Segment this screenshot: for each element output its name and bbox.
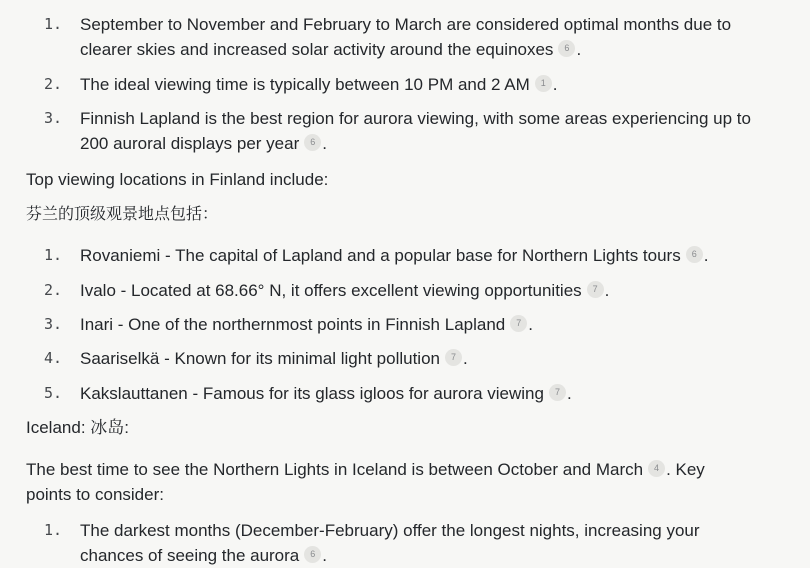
citation-badge[interactable]: 6 bbox=[304, 134, 321, 151]
list-number: 1. bbox=[44, 521, 63, 539]
list-item: 1. The darkest months (December-February) offer the longest nights, increasing your chances of seeing the aurora 6 . bbox=[26, 518, 756, 568]
iceland-heading: Iceland: 冰岛: bbox=[26, 418, 129, 437]
list-item: 3. Finnish Lapland is the best region for aurora viewing, with some areas experiencing up to 200 auroral displays per year 6 . bbox=[26, 106, 756, 156]
iceland-intro-text: The best time to see the Northern Lights in Iceland is between October and March bbox=[26, 460, 644, 479]
list-item-text: Inari - One of the northernmost points in Finnish Lapland bbox=[80, 315, 506, 334]
iceland-intro-text-after: . Key points to consider: bbox=[26, 460, 705, 504]
citation-badge[interactable]: 7 bbox=[445, 349, 462, 366]
citation-badge[interactable]: 7 bbox=[587, 281, 604, 298]
list-number: 1. bbox=[44, 246, 63, 264]
list-item: 1. September to November and February to March are considered optimal months due to clearer skies and increased solar activity around the equinoxes 6 . bbox=[26, 12, 756, 62]
finland-heading-chinese: 芬兰的顶级观景地点包括： bbox=[26, 204, 219, 223]
citation-badge[interactable]: 1 bbox=[535, 75, 552, 92]
list-item: 2. Ivalo - Located at 68.66° N, it offers excellent viewing opportunities 7 . bbox=[26, 278, 810, 303]
list-item-text: Finnish Lapland is the best region for aurora viewing, with some areas experiencing up to 200 auroral displays per year bbox=[80, 109, 751, 153]
list-number: 3. bbox=[44, 315, 63, 333]
list-item: 3. Inari - One of the northernmost points in Finnish Lapland 7 . bbox=[26, 312, 810, 337]
list-item: 4. Saariselkä - Known for its minimal light pollution 7 . bbox=[26, 346, 810, 371]
finland-heading: Top viewing locations in Finland include: bbox=[26, 170, 329, 189]
list-item-text: Ivalo - Located at 68.66° N, it offers excellent viewing opportunities bbox=[80, 281, 582, 300]
list-item-text: The darkest months (December-February) offer the longest nights, increasing your chances of seeing the aurora bbox=[80, 521, 700, 565]
list-number: 2. bbox=[44, 75, 63, 93]
iceland-intro bbox=[26, 457, 751, 507]
list-item-text: Rovaniemi - The capital of Lapland and a popular base for Northern Lights tours bbox=[80, 246, 681, 265]
list-number: 1. bbox=[44, 15, 63, 33]
list-item: 2. The ideal viewing time is typically between 10 PM and 2 AM 1 . bbox=[26, 72, 756, 97]
citation-badge[interactable]: 4 bbox=[648, 460, 665, 477]
list-item-text: The ideal viewing time is typically between 10 PM and 2 AM bbox=[80, 75, 530, 94]
list-item-text: Saariselkä - Known for its minimal light pollution bbox=[80, 349, 440, 368]
optimal-times-list bbox=[26, 12, 756, 62]
citation-badge[interactable]: 7 bbox=[510, 315, 527, 332]
citation-badge[interactable]: 7 bbox=[549, 384, 566, 401]
list-number: 5. bbox=[44, 384, 63, 402]
citation-badge[interactable]: 6 bbox=[304, 546, 321, 563]
list-number: 2. bbox=[44, 281, 63, 299]
list-number: 3. bbox=[44, 109, 63, 127]
list-number: 4. bbox=[44, 349, 63, 367]
citation-badge[interactable]: 6 bbox=[686, 246, 703, 263]
list-item: 5. Kakslauttanen - Famous for its glass igloos for aurora viewing 7 . bbox=[26, 381, 810, 406]
list-item-text: Kakslauttanen - Famous for its glass igloos for aurora viewing bbox=[80, 384, 544, 403]
list-item: 1. Rovaniemi - The capital of Lapland and a popular base for Northern Lights tours 6 . bbox=[26, 243, 810, 268]
list-item-text: September to November and February to March are considered optimal months due to clearer skies and increased solar activity around the equinoxes bbox=[80, 15, 732, 59]
citation-badge[interactable]: 6 bbox=[558, 40, 575, 57]
